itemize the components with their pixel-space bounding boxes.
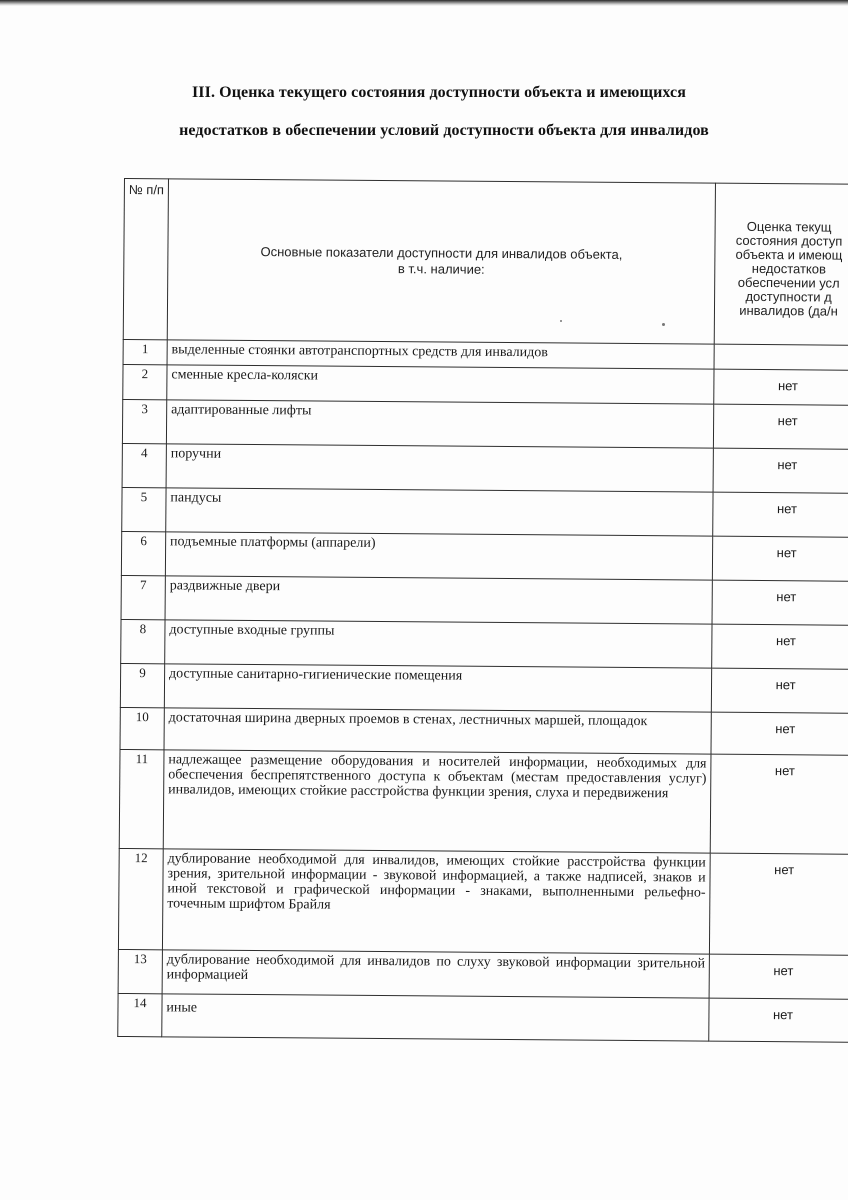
row-value: нет	[714, 369, 848, 405]
row-indicator: подъемные платформы (аппарели)	[165, 532, 713, 580]
row-number: 7	[121, 575, 165, 619]
row-indicator: иные	[162, 994, 710, 1041]
row-indicator: достаточная ширина дверных проемов в стенах, лестничных маршей, площадок	[164, 708, 712, 754]
row-value: нет	[710, 754, 848, 854]
table-row	[119, 749, 848, 854]
row-value: нет	[709, 954, 848, 999]
row-number: 6	[121, 531, 165, 575]
row-indicator: поручни	[166, 444, 714, 492]
row-value: нет	[713, 448, 848, 493]
row-value: нет	[712, 624, 848, 669]
scan-speck	[662, 323, 665, 326]
row-indicator: доступные входные группы	[165, 620, 713, 668]
table-header-row	[123, 179, 848, 346]
row-indicator: пандусы	[166, 488, 714, 536]
row-number: 9	[120, 663, 164, 707]
accessibility-table	[117, 178, 848, 1043]
row-indicator: адаптированные лифты	[166, 400, 714, 448]
row-value: нет	[714, 404, 848, 449]
header-assessment: Оценка текущ состояния доступ объекта и имеющ недостатков обеспечении усл доступности д инвалидов (да/н	[714, 183, 848, 345]
table-row	[122, 399, 848, 449]
row-number: 2	[123, 364, 167, 399]
row-indicator: дублирование необходимой для инвалидов, имеющих стойкие расстройства функции зрения, зрительной информации - звуковой информацией, а также надписей, знаков и иной текстовой и графической информации - знаками, выполненными рельефно-точечным шрифтом Брайля	[162, 849, 710, 954]
row-indicator: доступные санитарно-гигиенические помещения	[164, 664, 712, 712]
table-row	[120, 663, 848, 713]
table-row	[118, 993, 848, 1042]
table-row	[121, 619, 848, 669]
row-number: 14	[118, 993, 162, 1036]
section-title-line-2: недостатков в обеспечении условий доступности объекта для инвалидов	[179, 122, 709, 139]
table-row	[123, 364, 848, 405]
row-number: 4	[122, 443, 166, 487]
section-title-line-1: III. Оценка текущего состояния доступности объекта и имеющихся	[191, 84, 687, 101]
row-number: 10	[120, 707, 164, 749]
table-row	[120, 707, 848, 755]
row-value: нет	[709, 998, 848, 1042]
table-row	[118, 949, 848, 999]
row-value: нет	[713, 492, 848, 537]
row-indicator: дублирование необходимой для инвалидов по слуху звуковой информации зрительной информацией	[162, 950, 710, 998]
scan-speck	[560, 320, 562, 322]
row-number: 13	[118, 949, 162, 993]
row-number: 11	[119, 749, 164, 848]
row-number: 1	[123, 339, 167, 364]
header-number: № п/п	[123, 179, 168, 340]
row-value: нет	[711, 712, 848, 755]
row-value	[714, 344, 848, 370]
row-value: нет	[712, 580, 848, 625]
row-value: нет	[710, 853, 848, 955]
header-indicator-line-2: в т.ч. наличие:	[397, 261, 485, 277]
header-indicator-line-1: Основные показатели доступности для инвалидов объекта,	[260, 244, 623, 262]
scan-edge	[0, 0, 848, 6]
row-value: нет	[711, 668, 848, 713]
table-row	[121, 575, 848, 625]
row-indicator: надлежащее размещение оборудования и носителей информации, необходимых для обеспечения беспрепятственного доступа к объектам (местам предоставления услуг) инвалидов, имеющих стойкие расстройства функции зрения, слуха и передвижения	[163, 750, 711, 853]
table-row	[121, 531, 848, 581]
row-number: 12	[118, 848, 163, 949]
table-row	[118, 848, 848, 955]
row-number: 3	[122, 399, 166, 443]
row-indicator: сменные кресла-коляски	[167, 365, 714, 404]
row-indicator: раздвижные двери	[165, 576, 713, 624]
header-indicator	[167, 179, 715, 344]
row-value: нет	[712, 536, 848, 581]
row-number: 5	[122, 487, 166, 531]
row-indicator: выделенные стоянки автотранспортных средств для инвалидов	[167, 340, 714, 369]
row-number: 8	[121, 619, 165, 663]
table-row	[122, 487, 848, 537]
table-row	[122, 443, 848, 493]
